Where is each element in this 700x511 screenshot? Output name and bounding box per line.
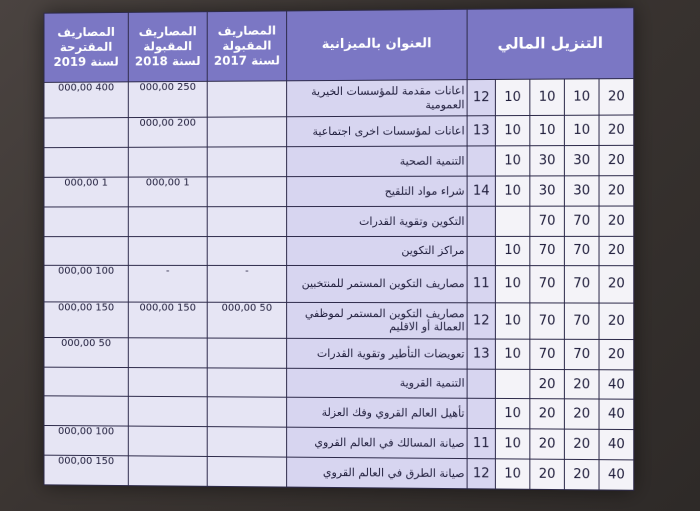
code-cell: 10 (564, 79, 599, 116)
amount-cell-y2018 (128, 426, 207, 456)
amount-cell-y2018 (128, 397, 207, 427)
code-cell: 14 (467, 176, 495, 206)
amount-cell-y2018: 200 000,00 (128, 117, 207, 147)
table-row (44, 236, 634, 266)
amount-cell-y2017 (207, 177, 286, 207)
code-cell: 40 (599, 369, 634, 399)
amount-cell-y2019: 150 000,00 (44, 455, 128, 485)
code-cell: 30 (530, 146, 565, 176)
header-budget-title: العنوان بالميزانية (287, 9, 467, 81)
amount-cell-y2019 (44, 367, 128, 397)
amount-cell-y2019: 150 000,00 (44, 301, 128, 337)
budget-line-label: التنمية القروية (287, 368, 467, 399)
code-cell: 10 (495, 79, 529, 116)
code-cell: 10 (495, 399, 529, 429)
code-cell: 20 (530, 399, 565, 429)
code-cell: 40 (599, 460, 634, 491)
code-cell: 10 (530, 116, 565, 146)
code-cell: 30 (564, 145, 599, 175)
budget-line-label: مصاريف التكوين المستمر للمنتخبين (287, 266, 467, 303)
table-row (44, 455, 634, 490)
code-cell (467, 369, 495, 399)
amount-cell-y2018 (128, 456, 207, 486)
budget-line-label: اعانات مقدمة للمؤسسات الخيرية العمومية (287, 80, 467, 117)
code-cell: 70 (564, 206, 599, 236)
amount-cell-y2019: 400 000,00 (44, 82, 128, 118)
code-cell: 70 (564, 339, 599, 369)
amount-cell-y2017: 50 000,00 (207, 302, 286, 338)
code-cell: 30 (564, 176, 599, 206)
code-cell: 70 (530, 339, 565, 369)
amount-cell-y2018 (128, 147, 207, 177)
budget-table (44, 7, 635, 491)
budget-line-label: تعويضات التأطير وتقوية القدرات (287, 338, 467, 369)
code-cell: 40 (599, 399, 634, 429)
amount-cell-y2018 (128, 206, 207, 236)
projection-screen (44, 7, 634, 491)
code-cell: 11 (467, 429, 495, 459)
table-row (44, 396, 634, 430)
code-cell: 20 (599, 266, 634, 303)
amount-cell-y2019: 1 000,00 (44, 177, 128, 207)
table-row (44, 301, 634, 339)
amount-cell-y2017 (207, 427, 286, 457)
table-row (44, 266, 634, 303)
code-cell: 20 (599, 176, 634, 206)
code-cell: 10 (495, 266, 529, 303)
budget-line-label: صيانة الطرق في العالم القروي (287, 457, 467, 489)
code-cell: 12 (467, 302, 495, 339)
budget-line-label: مراكز التكوين (287, 236, 467, 266)
code-cell: 20 (599, 206, 634, 236)
amount-cell-y2017 (207, 368, 286, 398)
code-cell (495, 369, 529, 399)
code-cell: 12 (467, 459, 495, 489)
budget-line-label: مصاريف التكوين المستمر لموظفي العمالة أو الاقليم (287, 302, 467, 339)
table-row (44, 176, 634, 207)
amount-cell-y2017 (207, 338, 286, 368)
table-row (44, 115, 634, 148)
code-cell: 10 (564, 115, 599, 145)
table-row (44, 337, 634, 369)
header-financial: التنزيل المالي (467, 8, 634, 80)
code-cell (495, 206, 529, 236)
table-row (44, 426, 634, 460)
amount-cell-y2017 (207, 206, 286, 236)
code-cell: 70 (530, 266, 565, 303)
code-cell: 70 (530, 236, 565, 266)
code-cell: 20 (599, 236, 634, 266)
budget-line-label: التنمية الصحية (287, 146, 467, 176)
amount-cell-y2019: 100 000,00 (44, 266, 128, 302)
code-cell: 10 (495, 302, 529, 339)
amount-cell-y2018: - (128, 266, 207, 302)
table-row (44, 145, 634, 177)
amount-cell-y2017 (207, 147, 286, 177)
code-cell: 20 (599, 339, 634, 369)
budget-line-label: التكوين وتقوية القدرات (287, 206, 467, 236)
table-row (44, 79, 634, 119)
amount-cell-y2018 (128, 236, 207, 266)
code-cell: 70 (564, 236, 599, 266)
budget-line-label: تأهيل العالم القروي وفك العزلة (287, 398, 467, 429)
table-row (44, 206, 634, 236)
amount-cell-y2019 (44, 147, 128, 177)
code-cell: 10 (495, 339, 529, 369)
code-cell: 10 (530, 79, 565, 116)
header-2019: المصاريف المقترحة لسنة 2019 (44, 12, 128, 82)
code-cell: 20 (599, 79, 634, 116)
code-cell (467, 236, 495, 266)
code-cell (467, 206, 495, 236)
amount-cell-y2019 (44, 118, 128, 148)
budget-line-label: اعانات لمؤسسات اخرى اجتماعية (287, 116, 467, 147)
amount-cell-y2017 (207, 81, 286, 118)
amount-cell-y2017 (207, 236, 286, 266)
header-2017: المصاريف المقبولة لسنة 2017 (207, 11, 286, 81)
table-row (44, 367, 634, 400)
code-cell: 20 (564, 459, 599, 489)
amount-cell-y2017 (207, 117, 286, 147)
code-cell: 10 (495, 429, 529, 459)
code-cell: 12 (467, 79, 495, 116)
code-cell: 70 (564, 303, 599, 340)
amount-cell-y2019 (44, 396, 128, 426)
code-cell: 11 (467, 266, 495, 302)
code-cell: 20 (564, 369, 599, 399)
amount-cell-y2019: 100 000,00 (44, 426, 128, 456)
code-cell: 10 (495, 236, 529, 266)
code-cell: 70 (530, 302, 565, 339)
code-cell: 30 (530, 176, 565, 206)
amount-cell-y2017: - (207, 266, 286, 302)
amount-cell-y2019 (44, 236, 128, 266)
code-cell: 20 (599, 303, 634, 340)
amount-cell-y2018: 250 000,00 (128, 81, 207, 117)
code-cell: 13 (467, 116, 495, 146)
amount-cell-y2019 (44, 207, 128, 237)
code-cell: 20 (564, 399, 599, 429)
code-cell: 10 (495, 116, 529, 146)
code-cell: 40 (599, 430, 634, 460)
code-cell: 20 (530, 459, 565, 489)
code-cell: 10 (495, 176, 529, 206)
code-cell: 20 (599, 115, 634, 145)
header-2018: المصاريف المقبولة لسنة 2018 (128, 12, 207, 82)
amount-cell-y2019: 50 000,00 (44, 337, 128, 367)
amount-cell-y2017 (207, 457, 286, 487)
amount-cell-y2018: 150 000,00 (128, 302, 207, 338)
code-cell: 13 (467, 339, 495, 369)
code-cell: 70 (564, 266, 599, 303)
budget-line-label: صيانة المسالك في العالم القروي (287, 427, 467, 458)
code-cell: 20 (530, 429, 565, 459)
code-cell (467, 146, 495, 176)
code-cell: 10 (495, 146, 529, 176)
code-cell: 20 (599, 145, 634, 175)
budget-line-label: شراء مواد التلقيح (287, 176, 467, 206)
amount-cell-y2018 (128, 367, 207, 397)
amount-cell-y2017 (207, 397, 286, 427)
amount-cell-y2018 (128, 338, 207, 368)
amount-cell-y2018: 1 000,00 (128, 177, 207, 207)
code-cell: 20 (564, 429, 599, 459)
code-cell: 10 (495, 459, 529, 489)
code-cell: 70 (530, 206, 565, 236)
code-cell: 20 (530, 369, 565, 399)
code-cell (467, 399, 495, 429)
